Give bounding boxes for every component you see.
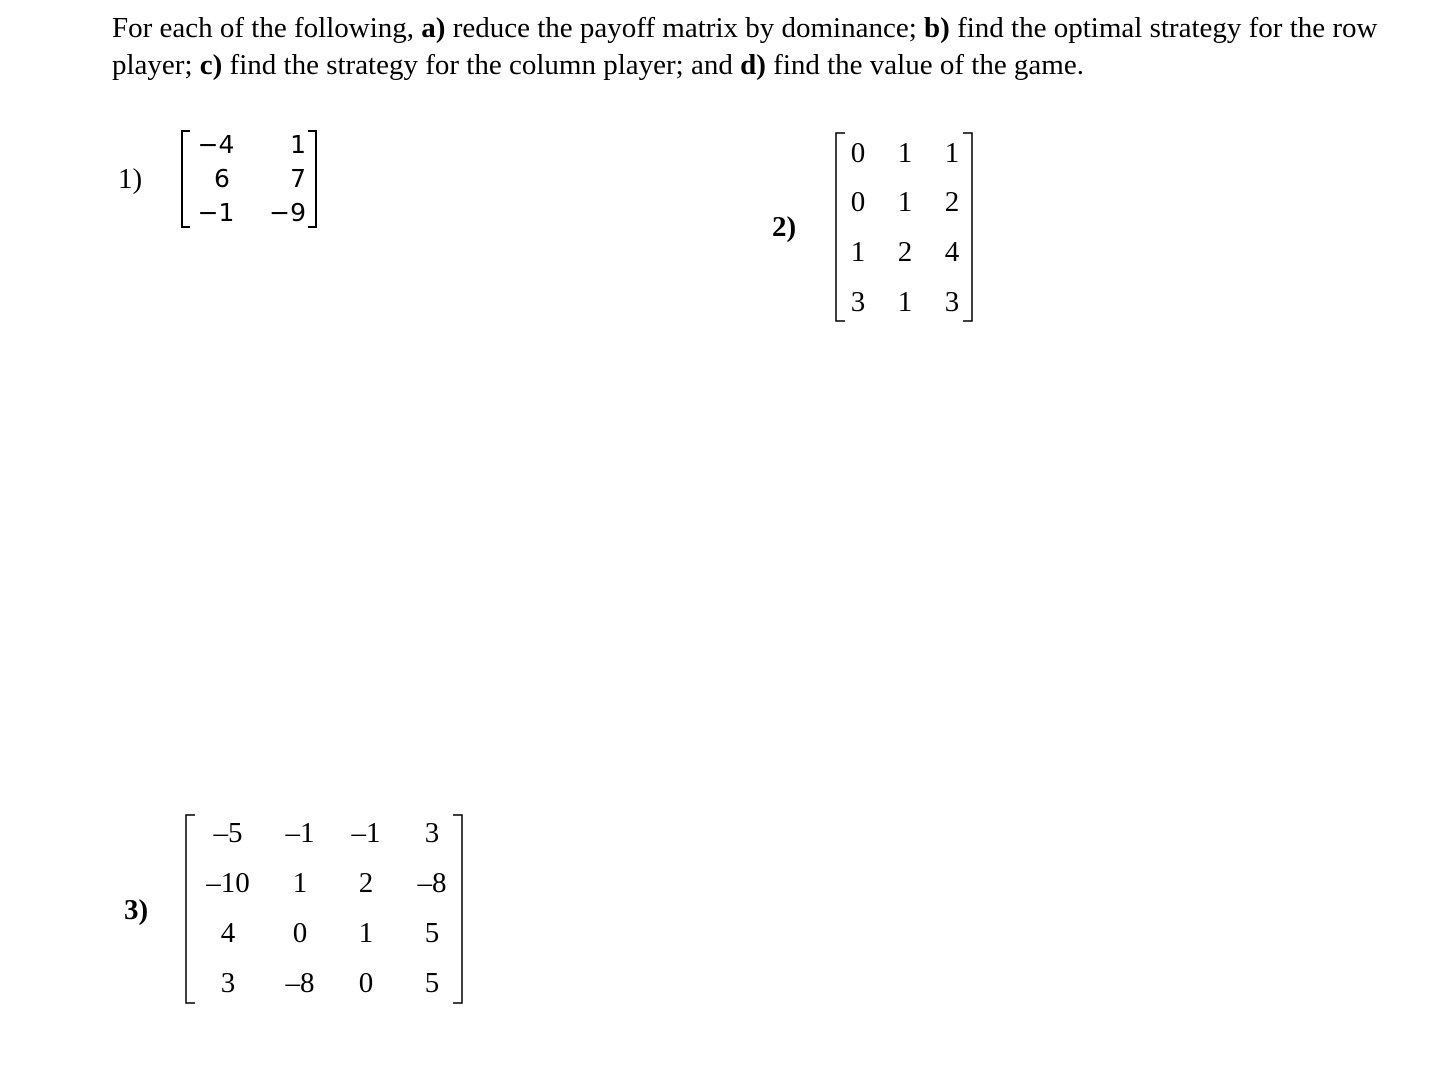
instructions-part-2: reduce the payoff matrix by dominance;: [445, 12, 925, 44]
matrix-cell: −4: [197, 130, 235, 159]
instructions-text: [112, 10, 1412, 84]
matrix-cell: 2: [944, 186, 960, 218]
matrix-cell: −9: [269, 198, 306, 227]
matrix-cell: 0: [358, 967, 374, 999]
matrix-cell: 2: [897, 236, 913, 268]
problem-1-label: 1): [118, 163, 143, 195]
problem-1-matrix: [180, 130, 320, 228]
matrix-cell: 2: [358, 867, 374, 899]
matrix-cell: 0: [292, 917, 308, 949]
matrix-cell: 1: [897, 137, 913, 169]
problem-2-label: 2): [772, 211, 797, 243]
matrix-cell: 4: [944, 236, 960, 268]
right-bracket: [306, 130, 318, 228]
matrix-cell: –10: [206, 867, 250, 899]
matrix-cell: 5: [424, 967, 440, 999]
instructions-part-1: For each of the following,: [112, 12, 422, 44]
matrix-cell: 1: [897, 286, 913, 318]
problem-3-matrix: [184, 814, 466, 1004]
part-a-label: a): [421, 12, 446, 44]
part-c-label: c): [199, 49, 223, 81]
problem-3-label: 3): [124, 894, 149, 926]
matrix-cell: 3: [850, 286, 866, 318]
instructions-part-3: find the optimal strategy for the row player;: [112, 12, 1378, 81]
matrix-cell: 5: [424, 917, 440, 949]
matrix-cell: 1: [897, 186, 913, 218]
matrix-cell: –1: [351, 817, 381, 849]
matrix-cell: 0: [850, 186, 866, 218]
left-bracket: [184, 814, 196, 1004]
matrix-cell: 1: [850, 236, 866, 268]
matrix-cell: –8: [285, 967, 315, 999]
part-d-label: d): [740, 49, 766, 81]
instructions-part-4: find the strategy for the column player; and: [222, 49, 741, 81]
matrix-cell: 0: [850, 137, 866, 169]
matrix-cell: –1: [285, 817, 315, 849]
instructions-part-5: find the value of the game.: [765, 49, 1084, 81]
matrix-cell: 3: [220, 967, 236, 999]
matrix-cell: 3: [944, 286, 960, 318]
matrix-cell: 4: [220, 917, 236, 949]
matrix-cell: –5: [213, 817, 243, 849]
matrix-cell: 7: [290, 164, 306, 193]
matrix-cell: 6: [214, 164, 230, 193]
matrix-cell: 3: [424, 817, 440, 849]
matrix-cell: −1: [197, 198, 235, 227]
part-b-label: b): [924, 12, 950, 44]
matrix-cell: 1: [944, 137, 960, 169]
matrix-cell: 1: [290, 130, 306, 159]
matrix-cell: –8: [417, 867, 447, 899]
matrix-cell: 1: [292, 867, 308, 899]
problem-2-matrix: [834, 132, 976, 322]
matrix-cell: 1: [358, 917, 374, 949]
